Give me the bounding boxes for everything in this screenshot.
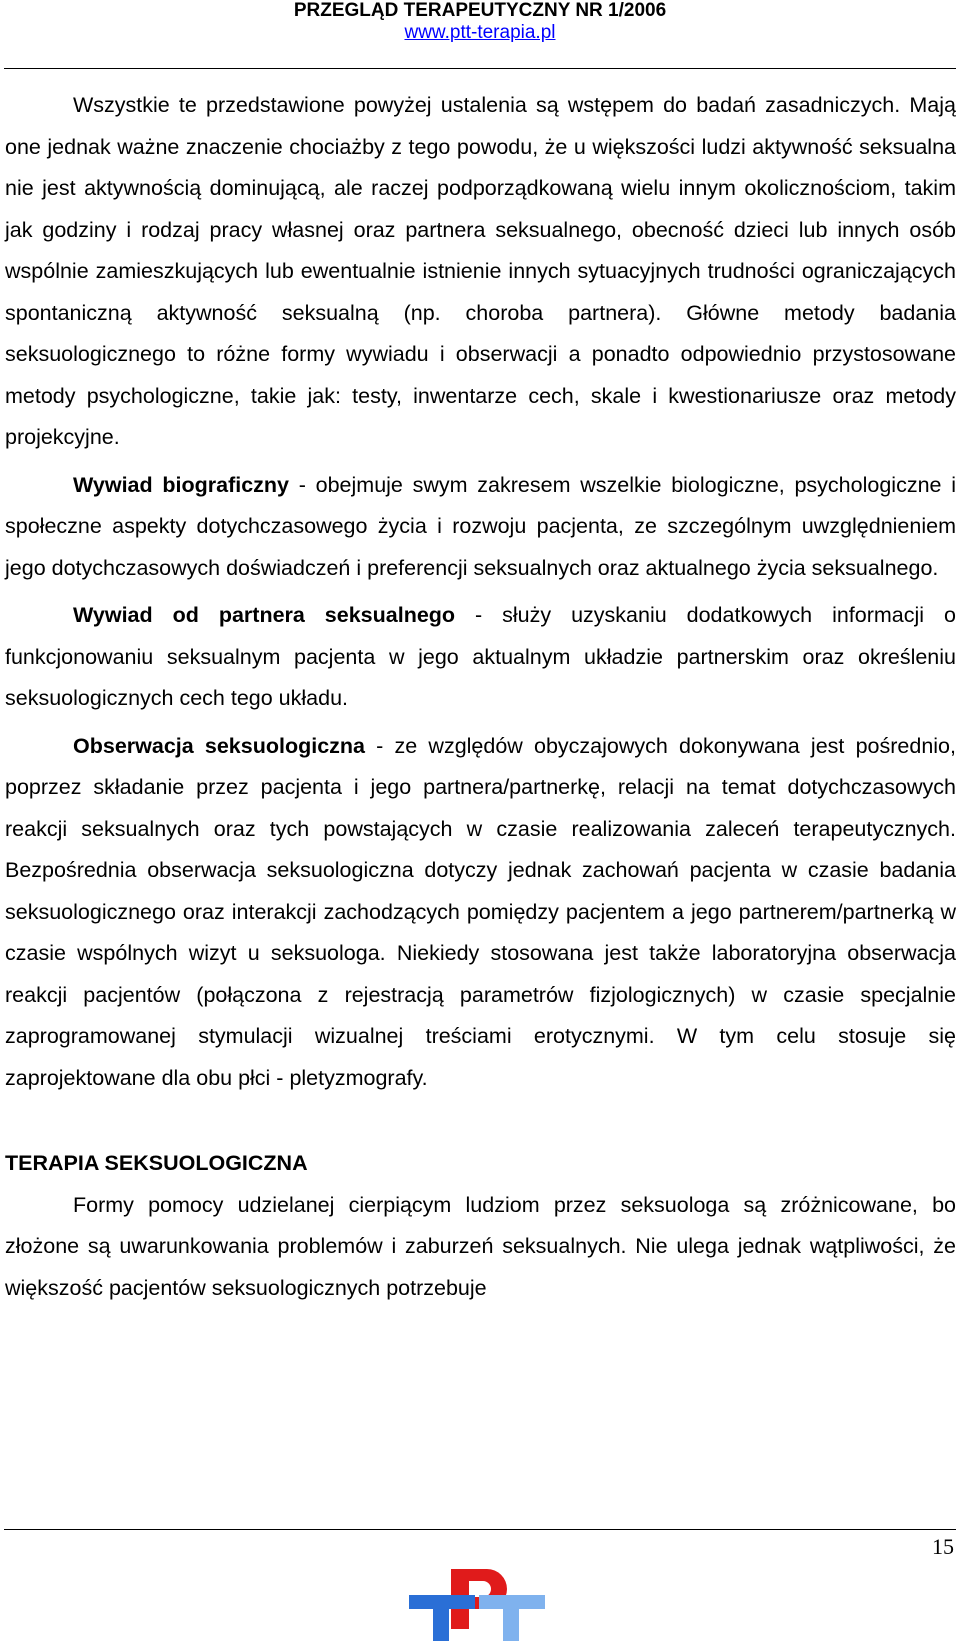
paragraph-intro: Wszystkie te przedstawione powyżej ustalenia są wstępem do badań zasadniczych. Mają one jednak ważne znaczenie chociażby z tego powodu, że u większości ludzi aktywność seksualna nie jest aktywnością dominującą, ale raczej podporządkowaną wielu innym okolicznościom, takim jak godziny i rodzaj pracy własnej oraz partnera seksualnego, obecność dzieci lub innych osób wspólnie zamieszkujących lub ewentualnie istnienie innych sytuacyjnych trudności ograniczających spontaniczną aktywność seksualną (np. choroba partnera). Główne metody badania seksuologicznego to różne formy wywiadu i obserwacji a ponadto odpowiednio przystosowane metody psychologiczne, takie jak: testy, inwentarze cech, skale i kwestionariusze oraz metody projekcyjne. (5, 93, 956, 449)
section-heading: TERAPIA SEKSUOLOGICZNA (5, 1151, 308, 1175)
term-biographical-interview: Wywiad biograficzny (73, 472, 290, 497)
definition-observation: - ze względów obyczajowych dokonywana jest pośrednio, poprzez składanie przez pacjenta i jego partnera/partnerkę, relacji na temat dotychczasowych reakcji seksualnych oraz tych powstających w czasie realizowania zaleceń terapeutycznych. Bezpośrednia obserwacja seksuologiczna dotyczy jednak zachowań pacjenta w czasie badania seksuologicznego oraz interakcji zachodzących pomiędzy pacjentem a jego partnerem/partnerką w czasie wspólnych wizyt u seksuologa. Niekiedy stosowana jest także laboratoryjna obserwacja reakcji pacjentów (połączona z rejestracją parametrów fizjologicznych) w czasie specjalnie zaprogramowanej stymulacji wizualnej treściami erotycznymi. W tym celu stosuje się zaprojektowane dla obu płci - pletyzmografy. (5, 733, 956, 1090)
footer-divider (4, 1529, 956, 1530)
article-body (5, 85, 956, 1309)
term-partner-interview: Wywiad od partnera seksualnego (73, 603, 456, 627)
term-observation: Obserwacja seksuologiczna (73, 733, 365, 758)
paragraph-biographical-interview (5, 465, 956, 590)
ptt-logo-icon (407, 1565, 547, 1643)
definition-biographical-interview: - obejmuje swym zakresem wszelkie biologiczne, psychologiczne i społeczne aspekty dotychczasowego życia i rozwoju pacjenta, ze szczególnym uwzględnieniem jego dotychczasowych doświadczeń i preferencji seksualnych oraz aktualnego życia seksualnego. (5, 472, 956, 580)
paragraph-observation (5, 726, 956, 1100)
definition-partner-interview: - służy uzyskaniu dodatkowych informacji o funkcjonowaniu seksualnym pacjenta w jego aktualnym układzie partnerskim oraz określeniu seksuologicznych cech tego układu. (5, 603, 956, 710)
website-link[interactable]: www.ptt-terapia.pl (404, 22, 556, 43)
paragraph-partner-interview (5, 595, 956, 720)
header-divider (4, 68, 956, 69)
paragraph-therapy: Formy pomocy udzielanej cierpiącym ludziom przez seksuologa są zróżnicowane, bo złożone są uwarunkowania problemów i zaburzeń seksualnych. Nie ulega jednak wątpliwości, że większość pacjentów seksuologicznych potrzebuje (5, 1192, 956, 1300)
page-number: 15 (932, 1534, 954, 1559)
journal-title: PRZEGLĄD TERAPEUTYCZNY NR 1/2006 (293, 0, 667, 21)
page-header (0, 0, 960, 44)
